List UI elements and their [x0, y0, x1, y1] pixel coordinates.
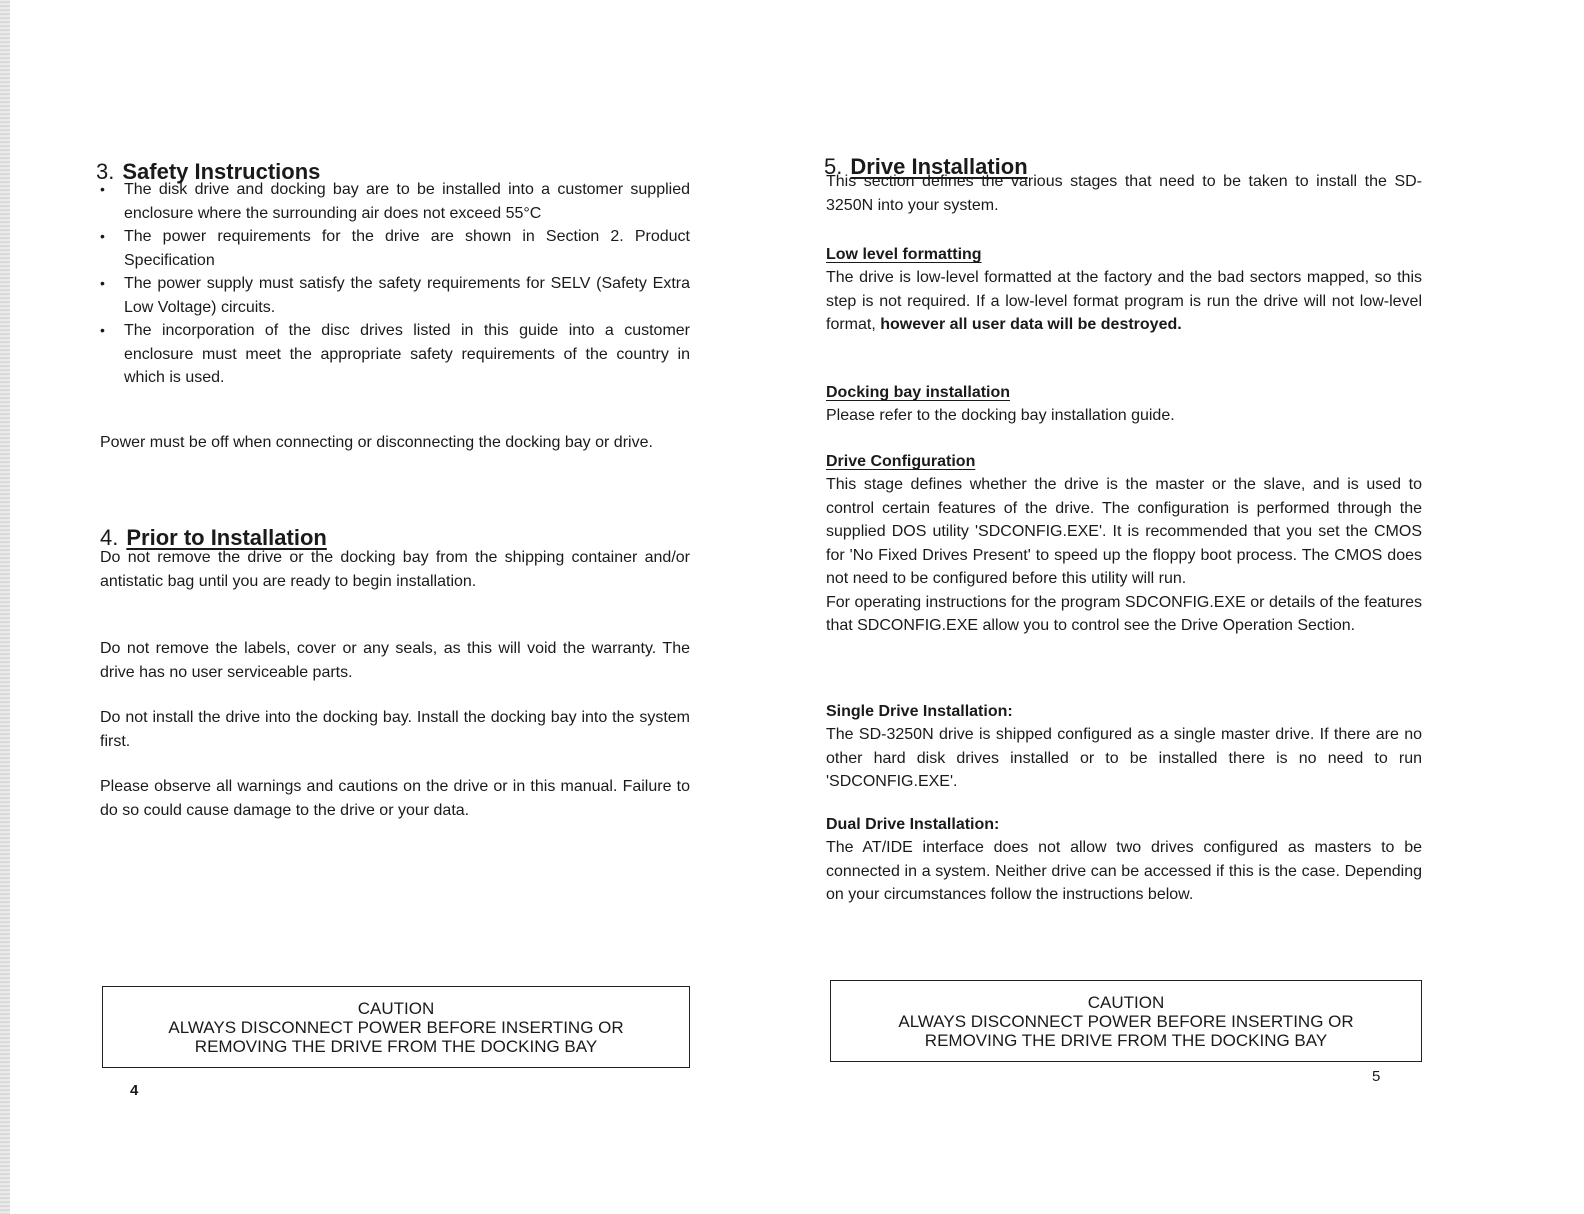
safety-bullet: • The power supply must satisfy the safety requirements for SELV (Safety Extra Low Voltage) circuits.	[100, 272, 690, 319]
docking-heading: Docking bay installation	[826, 384, 1011, 401]
section-5-intro: This section defines the various stages that need to be taken to install the SD-3250N into your system.	[826, 173, 1422, 214]
page-number-left: 4	[130, 1082, 139, 1099]
low-level-text	[826, 266, 1422, 337]
single-drive-section	[826, 701, 1422, 794]
caution-line-2: REMOVING THE DRIVE FROM THE DOCKING BAY	[924, 1031, 1328, 1050]
caution-box-right	[830, 980, 1422, 1062]
low-level-section	[826, 244, 1422, 337]
safety-bullet: • The power requirements for the drive are shown in Section 2. Product Specification	[100, 225, 690, 272]
config-text-2: For operating instructions for the program SDCONFIG.EXE or details of the features that SDCONFIG.EXE allow you to control see the Drive Operation Section.	[826, 593, 1422, 634]
prior-paragraph-1: Do not remove the drive or the docking bay from the shipping container and/or antistatic bag until you are ready to begin installation.	[100, 549, 690, 590]
dual-drive-section	[826, 814, 1422, 907]
section-5-number: 5.	[824, 154, 843, 179]
config-heading: Drive Configuration	[826, 453, 976, 470]
section-4-number: 4.	[100, 525, 119, 550]
power-off-note: Power must be off when connecting or disconnecting the docking bay or drive.	[100, 434, 653, 451]
low-level-heading: Low level formatting	[826, 246, 982, 263]
caution-box-left	[102, 986, 690, 1068]
section-4-title: Prior to Installation	[126, 525, 327, 550]
config-text-1: This stage defines whether the drive is the master or the slave, and is used to control certain features of the drive. The configuration is performed through the supplied DOS utility 'SDCONFIG.EXE'. It is recommended that you set the CMOS for 'No Fixed Drives Present' to speed up the floppy boot process. The CMOS does not need to be configured before this utility will run.	[826, 476, 1422, 587]
safety-bullet: • The disk drive and docking bay are to be installed into a customer supplied enclosure where the surrounding air does not exceed 55°C	[100, 178, 690, 225]
low-level-body: The drive is low-level formatted at the factory and the bad sectors mapped, so this step is not required. If a low-level format program is run the drive will not low-level format,	[826, 269, 1422, 333]
single-drive-text: The SD-3250N drive is shipped configured as a single master drive. If there are no other hard disk drives installed or to be installed there is no need to run 'SDCONFIG.EXE'.	[826, 726, 1422, 790]
caution-line-1: ALWAYS DISCONNECT POWER BEFORE INSERTING OR	[898, 1012, 1354, 1031]
caution-line-1: ALWAYS DISCONNECT POWER BEFORE INSERTING OR	[168, 1018, 624, 1037]
scan-edge	[0, 0, 10, 1214]
docking-section	[826, 382, 1422, 428]
caution-line-2: REMOVING THE DRIVE FROM THE DOCKING BAY	[194, 1037, 598, 1056]
docking-text: Please refer to the docking bay installation guide.	[826, 407, 1175, 424]
section-3-number: 3.	[96, 159, 115, 184]
dual-drive-text: The AT/IDE interface does not allow two drives configured as masters to be connected in a system. Neither drive can be accessed if this is the case. Depending on your circumstances follow the instructions below.	[826, 839, 1422, 903]
section-5-title: Drive Installation	[850, 154, 1028, 179]
section-3-title: Safety Instructions	[122, 159, 321, 184]
prior-paragraph-2: Do not remove the labels, cover or any seals, as this will void the warranty. The drive has no user serviceable parts.	[100, 640, 690, 681]
low-level-warning: however all user data will be destroyed.	[880, 316, 1182, 333]
config-section	[826, 451, 1422, 638]
caution-title: CAUTION	[357, 999, 435, 1018]
safety-bullet: • The incorporation of the disc drives listed in this guide into a customer enclosure must meet the appropriate safety requirements of the country in which is used.	[100, 319, 690, 390]
page-number-right: 5	[1372, 1068, 1381, 1085]
safety-bullet-list	[100, 178, 690, 390]
dual-drive-heading: Dual Drive Installation:	[826, 816, 1000, 833]
prior-paragraph-3: Do not install the drive into the docking bay. Install the docking bay into the system first.	[100, 709, 690, 750]
caution-title: CAUTION	[1087, 993, 1165, 1012]
single-drive-heading: Single Drive Installation:	[826, 703, 1013, 720]
prior-paragraph-4: Please observe all warnings and cautions on the drive or in this manual. Failure to do so could cause damage to the drive or your data.	[100, 778, 690, 819]
